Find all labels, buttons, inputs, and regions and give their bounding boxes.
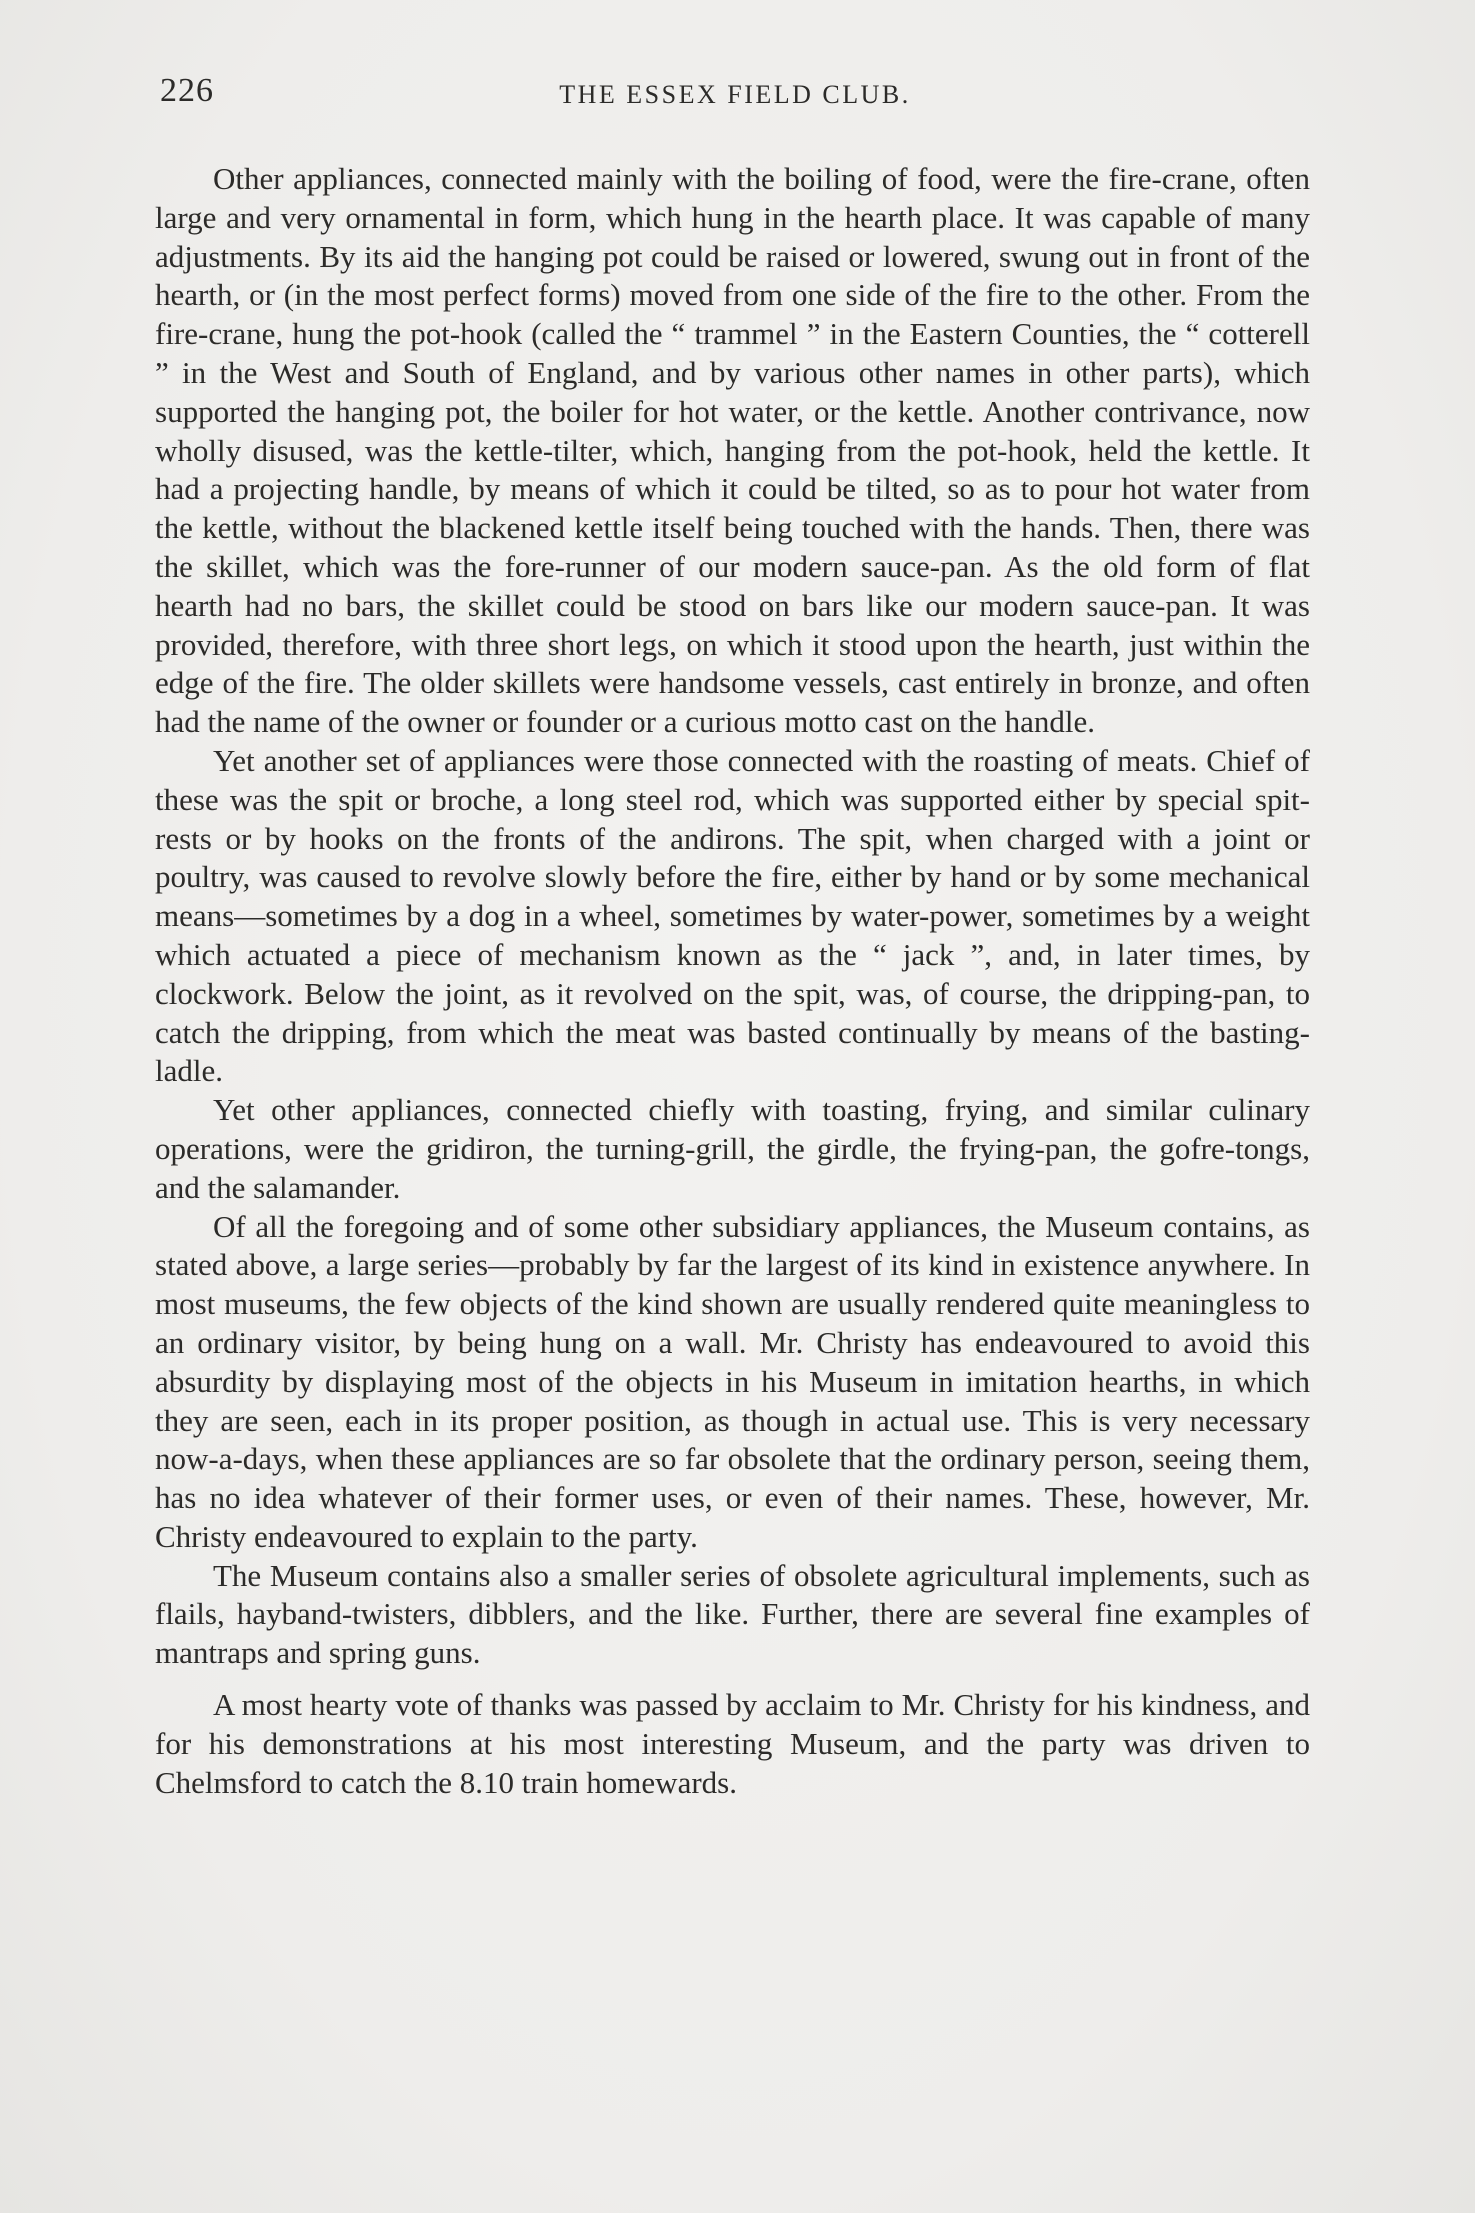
paragraph-roasting-appliances: Yet another set of appliances were those connected with the roasting of meats. Chief of these was the spit or broche, a long steel rod, which was supported either by special spit-rests or by hooks on the fronts of the andirons. The spit, when charged with a joint or poultry, was caused to revolve slowly before the fire, either by hand or by some mechanical means—sometimes by a dog in a wheel, sometimes by water-power, sometimes by a weight which actuated a piece of mechanism known as the “ jack ”, and, in later times, by clockwork. Below the joint, as it revolved on the spit, was, of course, the dripping-pan, to catch the dripping, from which the meat was basted continually by means of the basting-ladle.	[155, 742, 1310, 1089]
journal-title: THE ESSEX FIELD CLUB.	[559, 80, 911, 109]
paragraph-vote-of-thanks: A most hearty vote of thanks was passed by acclaim to Mr. Christy for his kindness, and for his demonstrations at his most interesting Museum, and the party was driven to Chelmsford to catch the 8.10 train homewards.	[155, 1687, 1310, 1800]
paragraph-agricultural-implements: The Museum contains also a smaller series of obsolete agricultural implements, such as flails, hayband-twisters, dibblers, and the like. Further, there are several fine examples of mantraps and spring guns.	[155, 1557, 1310, 1671]
paragraph-boiling-appliances: Other appliances, connected mainly with the boiling of food, were the fire-crane, often large and very ornamental in form, which hung in the hearth place. It was capable of many adjustments. By its aid the hanging pot could be raised or lowered, swung out in front of the hearth, or (in the most perfect forms) moved from one side of the fire to the other. From the fire-crane, hung the pot-hook (called the “ trammel ” in the Eastern Counties, the “ cotterell ” in the West and South of England, and by various other names in other parts), which supported the hanging pot, the boiler for hot water, or the kettle. Another contrivance, now wholly disused, was the kettle-tilter, which, hanging from the pot-hook, held the kettle. It had a projecting handle, by means of which it could be tilted, so as to pour hot water from the kettle, without the blackened kettle itself being touched with the hands. Then, there was the skillet, which was the fore-runner of our modern sauce-pan. As the old form of flat hearth had no bars, the skillet could be stood on bars like our modern sauce-pan. It was provided, therefore, with three short legs, on which it stood upon the hearth, just within the edge of the fire. The older skillets were handsome vessels, cast entirely in bronze, and often had the name of the owner or founder or a curious motto cast on the handle.	[155, 161, 1310, 740]
body-text	[155, 160, 1310, 1802]
page-number: 226	[160, 72, 214, 109]
running-head	[160, 72, 1310, 122]
paragraph-toasting-appliances: Yet other appliances, connected chiefly with toasting, frying, and similar culinary operations, were the gridiron, the turning-grill, the girdle, the frying-pan, the gofre-tongs, and the salamander.	[155, 1092, 1310, 1205]
paragraph-museum-collection: Of all the foregoing and of some other subsidiary appliances, the Museum contains, as stated above, a large series—probably by far the largest of its kind in existence anywhere. In most museums, the few objects of the kind shown are usually rendered quite meaningless to an ordinary visitor, by being hung on a wall. Mr. Christy has endeavoured to avoid this absurdity by displaying most of the objects in his Museum in imitation hearths, in which they are seen, each in its proper position, as though in actual use. This is very necessary now-a-days, when these appliances are so far obsolete that the ordinary person, seeing them, has no idea whatever of their former uses, or even of their names. These, however, Mr. Christy endeavoured to explain to the party.	[155, 1208, 1310, 1554]
